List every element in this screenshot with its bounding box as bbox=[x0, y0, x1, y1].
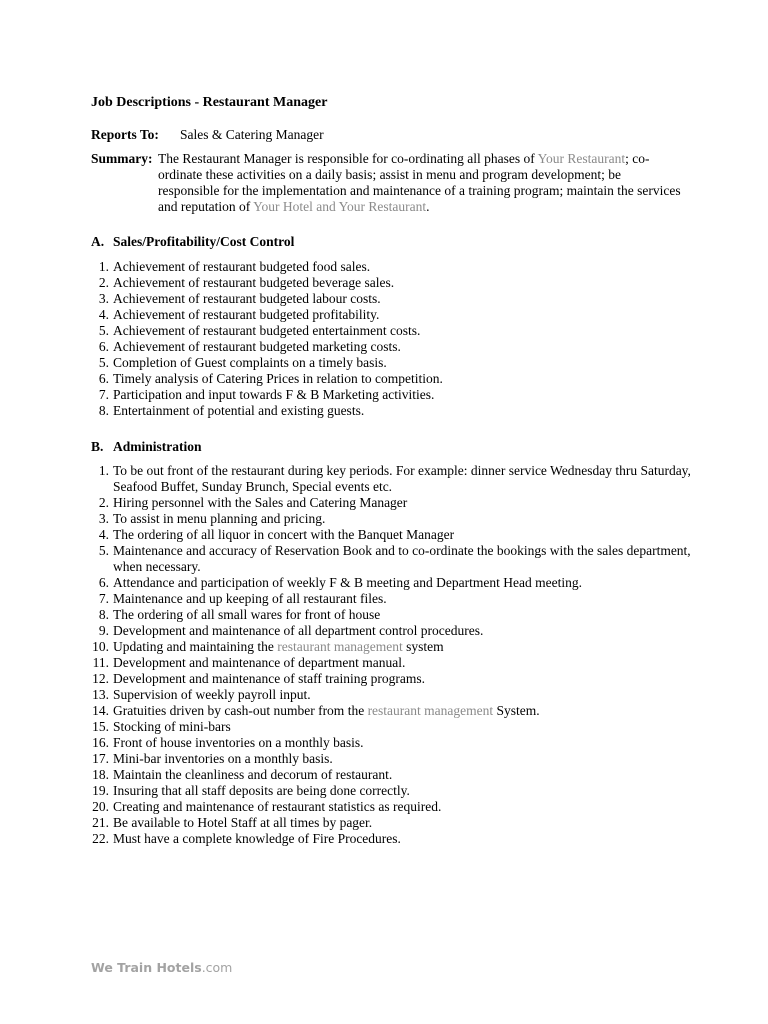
list-item bbox=[91, 339, 691, 355]
list-item bbox=[91, 387, 691, 403]
list-item-text: Maintenance and accuracy of Reservation Book and to co-ordinate the bookings with the sales department, when necessary. bbox=[113, 543, 691, 574]
list-item-text: Achievement of restaurant budgeted beverage sales. bbox=[113, 275, 395, 290]
list-item-text: Maintenance and up keeping of all restaurant files. bbox=[113, 591, 387, 606]
list-item bbox=[91, 527, 691, 543]
list-item bbox=[91, 259, 691, 275]
list-item bbox=[91, 355, 691, 371]
list-item bbox=[91, 639, 691, 655]
list-item-text: Achievement of restaurant budgeted profitability. bbox=[113, 307, 380, 322]
list-item-text: Achievement of restaurant budgeted entertainment costs. bbox=[113, 323, 421, 338]
list-item bbox=[91, 735, 691, 751]
list-item bbox=[91, 623, 691, 639]
list-item-number: 2. bbox=[98, 495, 109, 510]
list-item-text: Mini-bar inventories on a monthly basis. bbox=[113, 751, 333, 766]
list-item bbox=[91, 591, 691, 607]
reports-to-value: Sales & Catering Manager bbox=[180, 127, 324, 142]
list-item-text: Attendance and participation of weekly F & B meeting and Department Head meeting. bbox=[113, 575, 582, 590]
list-item-number: 8. bbox=[98, 607, 109, 622]
summary-text bbox=[158, 151, 681, 215]
reports-to-label: Reports To: bbox=[91, 127, 159, 142]
list-item-number: 2. bbox=[98, 275, 109, 290]
list-item-number: 7. bbox=[98, 591, 109, 606]
list-item-number: 15. bbox=[92, 719, 109, 734]
list-item-number: 5. bbox=[98, 323, 109, 338]
list-item-text: Entertainment of potential and existing guests. bbox=[113, 403, 365, 418]
list-item-number: 19. bbox=[92, 783, 109, 798]
list-item-number: 6. bbox=[98, 575, 109, 590]
list-item-text: The ordering of all liquor in concert with the Banquet Manager bbox=[113, 527, 455, 542]
list-item-number: 3. bbox=[98, 291, 109, 306]
list-item-text: Updating and maintaining the bbox=[113, 639, 278, 654]
list-item-number: 14. bbox=[92, 703, 109, 718]
list-item bbox=[91, 403, 691, 419]
list-item-text: Creating and maintenance of restaurant statistics as required. bbox=[113, 799, 442, 814]
section-b-heading bbox=[91, 439, 202, 455]
list-item-number: 20. bbox=[92, 799, 109, 814]
reports-to-line bbox=[91, 127, 324, 143]
list-item bbox=[91, 687, 691, 703]
list-item-number: 6. bbox=[98, 339, 109, 354]
restaurant-management-link[interactable]: restaurant management bbox=[277, 639, 403, 654]
list-item-number: 1. bbox=[98, 463, 109, 478]
list-item-text: Supervision of weekly payroll input. bbox=[113, 687, 311, 702]
list-item bbox=[91, 671, 691, 687]
list-item-text: Achievement of restaurant budgeted marketing costs. bbox=[113, 339, 401, 354]
list-item-number: 10. bbox=[92, 639, 109, 654]
summary-label: Summary: bbox=[91, 151, 153, 166]
list-item bbox=[91, 607, 691, 623]
list-item bbox=[91, 703, 691, 719]
list-item bbox=[91, 831, 691, 847]
list-item bbox=[91, 799, 691, 815]
list-item-text: Must have a complete knowledge of Fire Procedures. bbox=[113, 831, 401, 846]
list-item-number: 8. bbox=[98, 403, 109, 418]
list-item bbox=[91, 463, 691, 495]
list-item bbox=[91, 815, 691, 831]
list-item-text: Insuring that all staff deposits are being done correctly. bbox=[113, 783, 410, 798]
summary-text-part: ; co-ordinate these activities on a daily basis; assist in menu and program development; be responsible for the implementation and maintenance of a training program; maintain the services and reputation of bbox=[158, 151, 681, 214]
list-item-number: 6. bbox=[98, 371, 109, 386]
list-item-text: Participation and input towards F & B Marketing activities. bbox=[113, 387, 435, 402]
your-hotel-link[interactable]: Your Hotel and Your Restaurant bbox=[253, 199, 427, 214]
list-item-number: 9. bbox=[98, 623, 109, 638]
summary-text-part: . bbox=[426, 199, 430, 214]
list-item-text: Development and maintenance of department manual. bbox=[113, 655, 406, 670]
section-a-title: Sales/Profitability/Cost Control bbox=[113, 234, 295, 249]
restaurant-management-link[interactable]: restaurant management bbox=[367, 703, 494, 718]
list-item-number: 11. bbox=[92, 655, 109, 670]
list-item bbox=[91, 275, 691, 291]
list-item-text: Front of house inventories on a monthly basis. bbox=[113, 735, 364, 750]
section-b-list bbox=[91, 463, 691, 847]
list-item-text: Development and maintenance of all department control procedures. bbox=[113, 623, 484, 638]
list-item-text: Stocking of mini-bars bbox=[113, 719, 231, 734]
section-a-list bbox=[91, 259, 691, 419]
footer-brand-name: We Train Hotels bbox=[91, 960, 202, 975]
list-item bbox=[91, 495, 691, 511]
list-item-text: Timely analysis of Catering Prices in relation to competition. bbox=[113, 371, 443, 386]
page-title: Job Descriptions - Restaurant Manager bbox=[91, 95, 328, 110]
list-item-text: System. bbox=[493, 703, 540, 718]
list-item-text: To assist in menu planning and pricing. bbox=[113, 511, 326, 526]
list-item-number: 5. bbox=[98, 355, 109, 370]
list-item-number: 1. bbox=[98, 259, 109, 274]
list-item-text: Be available to Hotel Staff at all times by pager. bbox=[113, 815, 373, 830]
list-item-number: 3. bbox=[98, 511, 109, 526]
list-item bbox=[91, 767, 691, 783]
list-item-text: Maintain the cleanliness and decorum of restaurant. bbox=[113, 767, 393, 782]
list-item bbox=[91, 751, 691, 767]
list-item bbox=[91, 783, 691, 799]
list-item bbox=[91, 575, 691, 591]
list-item bbox=[91, 511, 691, 527]
section-a-heading bbox=[91, 234, 294, 250]
list-item-text: Achievement of restaurant budgeted food sales. bbox=[113, 259, 371, 274]
list-item-number: 16. bbox=[92, 735, 109, 750]
list-item-number: 22. bbox=[92, 831, 109, 846]
summary-text-part: The Restaurant Manager is responsible for co-ordinating all phases of bbox=[158, 151, 538, 166]
list-item bbox=[91, 719, 691, 735]
list-item bbox=[91, 543, 691, 575]
footer-brand bbox=[91, 960, 232, 976]
section-a-letter: A. bbox=[91, 234, 105, 249]
list-item-number: 13. bbox=[92, 687, 109, 702]
list-item-text: Gratuities driven by cash-out number from the bbox=[113, 703, 368, 718]
list-item-number: 4. bbox=[98, 527, 109, 542]
list-item-number: 12. bbox=[92, 671, 109, 686]
list-item-text: Hiring personnel with the Sales and Catering Manager bbox=[113, 495, 408, 510]
list-item-number: 18. bbox=[92, 767, 109, 782]
list-item bbox=[91, 291, 691, 307]
section-b-title: Administration bbox=[113, 439, 202, 454]
list-item-text: Completion of Guest complaints on a timely basis. bbox=[113, 355, 387, 370]
summary-block bbox=[91, 151, 681, 215]
list-item-text: Achievement of restaurant budgeted labour costs. bbox=[113, 291, 381, 306]
list-item-number: 21. bbox=[92, 815, 109, 830]
list-item-text: system bbox=[402, 639, 444, 654]
list-item-number: 5. bbox=[98, 543, 109, 558]
list-item bbox=[91, 307, 691, 323]
list-item-number: 17. bbox=[92, 751, 109, 766]
list-item bbox=[91, 371, 691, 387]
list-item-text: The ordering of all small wares for front of house bbox=[113, 607, 381, 622]
footer-brand-suffix: .com bbox=[201, 960, 233, 975]
list-item-text: To be out front of the restaurant during key periods. For example: dinner service Wednesday thru Saturday, Seafood Buffet, Sunday Brunch, Special events etc. bbox=[113, 463, 691, 494]
list-item bbox=[91, 323, 691, 339]
list-item-number: 4. bbox=[98, 307, 109, 322]
your-restaurant-link[interactable]: Your Restaurant bbox=[537, 151, 626, 166]
list-item-text: Development and maintenance of staff training programs. bbox=[113, 671, 426, 686]
list-item bbox=[91, 655, 691, 671]
section-b-letter: B. bbox=[91, 439, 104, 454]
list-item-number: 7. bbox=[98, 387, 109, 402]
